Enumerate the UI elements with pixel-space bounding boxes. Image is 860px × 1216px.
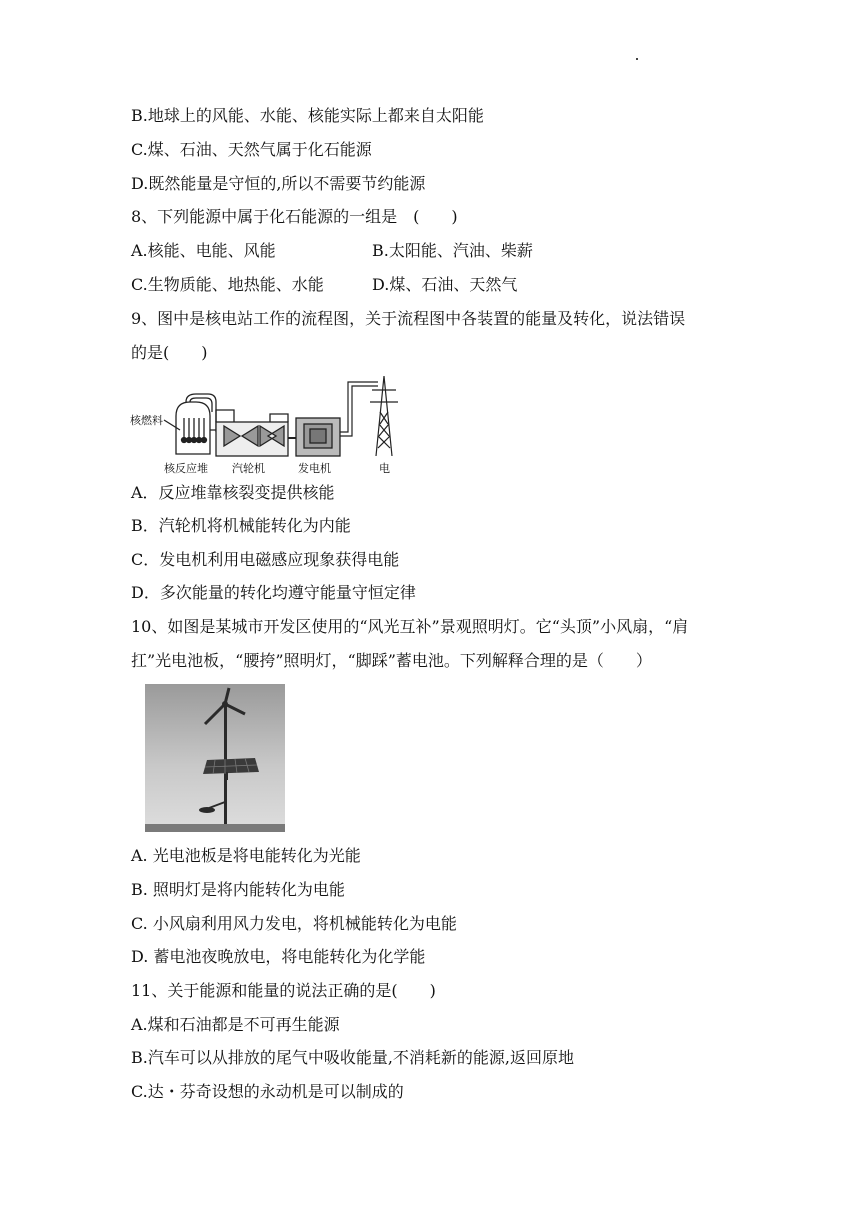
q10-option-d: D. 蓄电池夜晚放电，将电能转化为化学能 xyxy=(131,947,426,966)
electricity-label: 电 xyxy=(379,462,390,475)
generator-label: 发电机 xyxy=(298,462,331,475)
q7-option-c: C.煤、石油、天然气属于化石能源 xyxy=(131,140,372,159)
generator-drawing xyxy=(296,418,340,456)
q11-option-b: B.汽车可以从排放的尾气中吸收能量,不消耗新的能源,返回原地 xyxy=(131,1048,575,1067)
q9-option-b: B．汽轮机将机械能转化为内能 xyxy=(131,516,351,535)
q10-option-a: A. 光电池板是将电能转化为光能 xyxy=(131,846,361,865)
q9-option-a: A．反应堆靠核裂变提供核能 xyxy=(131,483,335,502)
wind-solar-lamp-photo xyxy=(145,684,285,832)
pylon-drawing xyxy=(370,376,398,456)
q9-stem-line2: 的是( ) xyxy=(131,343,208,362)
q11-stem: 11、关于能源和能量的说法正确的是( ) xyxy=(131,981,436,1000)
q8-stem: 8、下列能源中属于化石能源的一组是 ( ) xyxy=(131,207,458,226)
q8-option-a: A.核能、电能、风能 xyxy=(131,241,276,260)
turbine-label: 汽轮机 xyxy=(232,462,265,475)
q11-option-a: A.煤和石油都是不可再生能源 xyxy=(131,1015,340,1034)
reactor-drawing xyxy=(164,394,216,454)
q9-option-c: C．发电机利用电磁感应现象获得电能 xyxy=(131,550,400,569)
nuclear-plant-flow-diagram xyxy=(128,372,418,480)
q8-option-b: B.太阳能、汽油、柴薪 xyxy=(372,241,533,260)
q11-option-c: C.达・芬奇设想的永动机是可以制成的 xyxy=(131,1082,404,1101)
q10-option-b: B. 照明灯是将内能转化为电能 xyxy=(131,880,345,899)
q10-stem-line1: 10、如图是某城市开发区使用的“风光互补”景观照明灯。它“头顶”小风扇，“肩 xyxy=(131,617,689,636)
q7-option-d: D.既然能量是守恒的,所以不需要节约能源 xyxy=(131,174,426,193)
q9-stem-line1: 9、图中是核电站工作的流程图，关于流程图中各装置的能量及转化，说法错误 xyxy=(131,309,686,328)
fuel-label: 核燃料 xyxy=(130,414,163,427)
q7-option-b: B.地球上的风能、水能、核能实际上都来自太阳能 xyxy=(131,106,484,125)
q8-option-d: D.煤、石油、天然气 xyxy=(372,275,518,294)
turbine-drawing xyxy=(216,410,288,456)
q10-option-c: C. 小风扇利用风力发电，将机械能转化为电能 xyxy=(131,914,457,933)
q8-option-c: C.生物质能、地热能、水能 xyxy=(131,275,324,294)
q9-option-d: D．多次能量的转化均遵守能量守恒定律 xyxy=(131,583,416,602)
reactor-label: 核反应堆 xyxy=(164,462,208,475)
page-mark-dot xyxy=(636,58,638,60)
q10-stem-line2: 扛”光电池板，“腰挎”照明灯，“脚踩”蓄电池。下列解释合理的是（ ） xyxy=(131,651,652,670)
